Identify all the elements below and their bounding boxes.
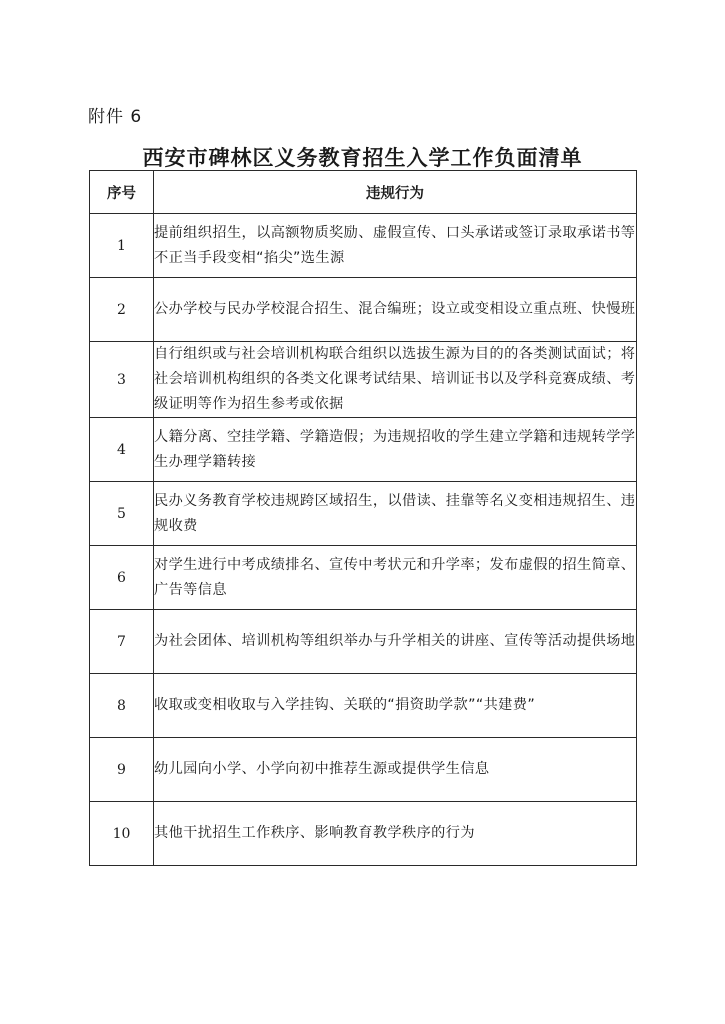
row-number: 5 [90, 482, 154, 546]
row-description: 公办学校与民办学校混合招生、混合编班；设立或变相设立重点班、快慢班 [154, 278, 637, 342]
document-title: 西安市碑林区义务教育招生入学工作负面清单 [142, 145, 583, 170]
table-row [90, 610, 637, 674]
row-description: 提前组织招生，以高额物质奖励、虚假宣传、口头承诺或签订录取承诺书等不正当手段变相“掐尖”选生源 [154, 214, 637, 278]
row-description: 为社会团体、培训机构等组织举办与升学相关的讲座、宣传等活动提供场地 [154, 610, 637, 674]
negative-list-table [89, 170, 637, 866]
row-number: 7 [90, 610, 154, 674]
table-row [90, 738, 637, 802]
table-header-row [90, 171, 637, 214]
row-number: 8 [90, 674, 154, 738]
table-row [90, 342, 637, 418]
row-number: 1 [90, 214, 154, 278]
annex-label: 附件 6 [88, 107, 143, 127]
table-row [90, 278, 637, 342]
table-row [90, 214, 637, 278]
table-row [90, 546, 637, 610]
header-serial-number: 序号 [90, 171, 154, 214]
row-number: 4 [90, 418, 154, 482]
row-number: 2 [90, 278, 154, 342]
row-description: 收取或变相收取与入学挂钩、关联的“捐资助学款”“共建费” [154, 674, 637, 738]
row-number: 10 [90, 802, 154, 866]
row-description: 人籍分离、空挂学籍、学籍造假；为违规招收的学生建立学籍和违规转学学生办理学籍转接 [154, 418, 637, 482]
row-number: 3 [90, 342, 154, 418]
row-number: 9 [90, 738, 154, 802]
table-row [90, 418, 637, 482]
row-number: 6 [90, 546, 154, 610]
table-row [90, 802, 637, 866]
row-description: 自行组织或与社会培训机构联合组织以选拔生源为目的的各类测试面试；将社会培训机构组织的各类文化课考试结果、培训证书以及学科竞赛成绩、考级证明等作为招生参考或依据 [154, 342, 637, 418]
table-row [90, 674, 637, 738]
table-row [90, 482, 637, 546]
row-description: 民办义务教育学校违规跨区域招生，以借读、挂靠等名义变相违规招生、违规收费 [154, 482, 637, 546]
row-description: 对学生进行中考成绩排名、宣传中考状元和升学率；发布虚假的招生简章、广告等信息 [154, 546, 637, 610]
row-description: 幼儿园向小学、小学向初中推荐生源或提供学生信息 [154, 738, 637, 802]
row-description: 其他干扰招生工作秩序、影响教育教学秩序的行为 [154, 802, 637, 866]
header-violation-behavior: 违规行为 [154, 171, 637, 214]
